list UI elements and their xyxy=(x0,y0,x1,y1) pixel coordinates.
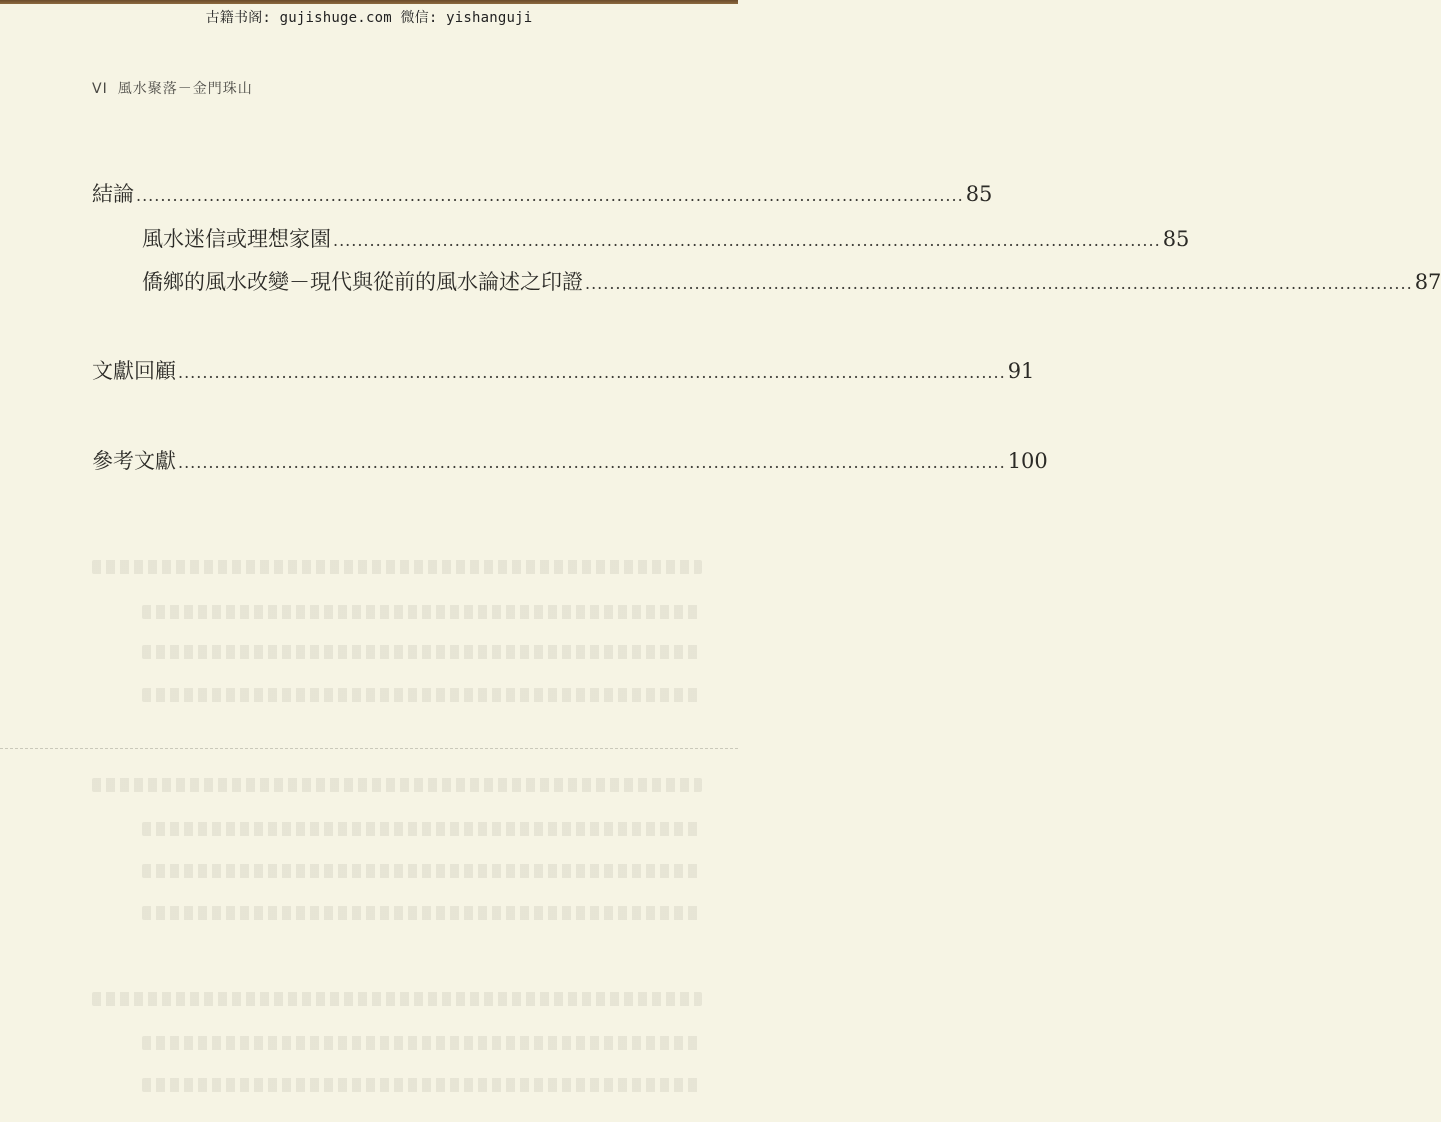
toc-entry-page: 100 xyxy=(1007,449,1048,473)
show-through-line xyxy=(142,822,702,836)
top-border xyxy=(0,0,738,4)
show-through-line xyxy=(92,560,702,574)
toc-entry-title: 僑鄉的風水改變－現代與從前的風水論述之印證 xyxy=(142,270,583,294)
show-through-line xyxy=(142,906,702,920)
toc-entry-title: 風水迷信或理想家園 xyxy=(142,227,331,251)
leader-dots: ........................................................................................................................................ xyxy=(333,231,1161,250)
show-through-line xyxy=(92,992,702,1006)
toc-entry-page: 87 xyxy=(1414,270,1441,294)
leader-dots: ........................................................................................................................................ xyxy=(178,363,1006,382)
running-head-title: 風水聚落－金門珠山 xyxy=(117,81,253,97)
show-through-line xyxy=(142,864,702,878)
toc-entry[interactable] xyxy=(142,266,1441,296)
watermark-text: 古籍书阁: gujishuge.com 微信: yishanguji xyxy=(205,10,533,26)
page-number: VI xyxy=(92,81,108,97)
page-fold-line xyxy=(0,748,738,749)
toc-entry-title: 文獻回顧 xyxy=(92,359,176,383)
toc-entry[interactable] xyxy=(92,355,1035,385)
leader-dots: ........................................................................................................................................ xyxy=(585,274,1413,293)
toc-entry-page: 91 xyxy=(1007,359,1035,383)
toc-entry-page: 85 xyxy=(1162,227,1190,251)
show-through-line xyxy=(142,605,702,619)
toc-entry[interactable] xyxy=(142,223,1190,253)
show-through-line xyxy=(142,1036,702,1050)
show-through-line xyxy=(142,688,702,702)
show-through-line xyxy=(142,1078,702,1092)
show-through-line xyxy=(142,645,702,659)
toc-entry-title: 結論 xyxy=(92,182,134,206)
toc-entry[interactable] xyxy=(92,178,993,208)
leader-dots: ........................................................................................................................................ xyxy=(178,453,1006,472)
show-through-line xyxy=(92,778,702,792)
leader-dots: ........................................................................................................................................ xyxy=(136,186,964,205)
toc-entry-title: 參考文獻 xyxy=(92,449,176,473)
toc-entry[interactable] xyxy=(92,445,1048,475)
running-head xyxy=(92,78,253,98)
toc-entry-page: 85 xyxy=(965,182,993,206)
